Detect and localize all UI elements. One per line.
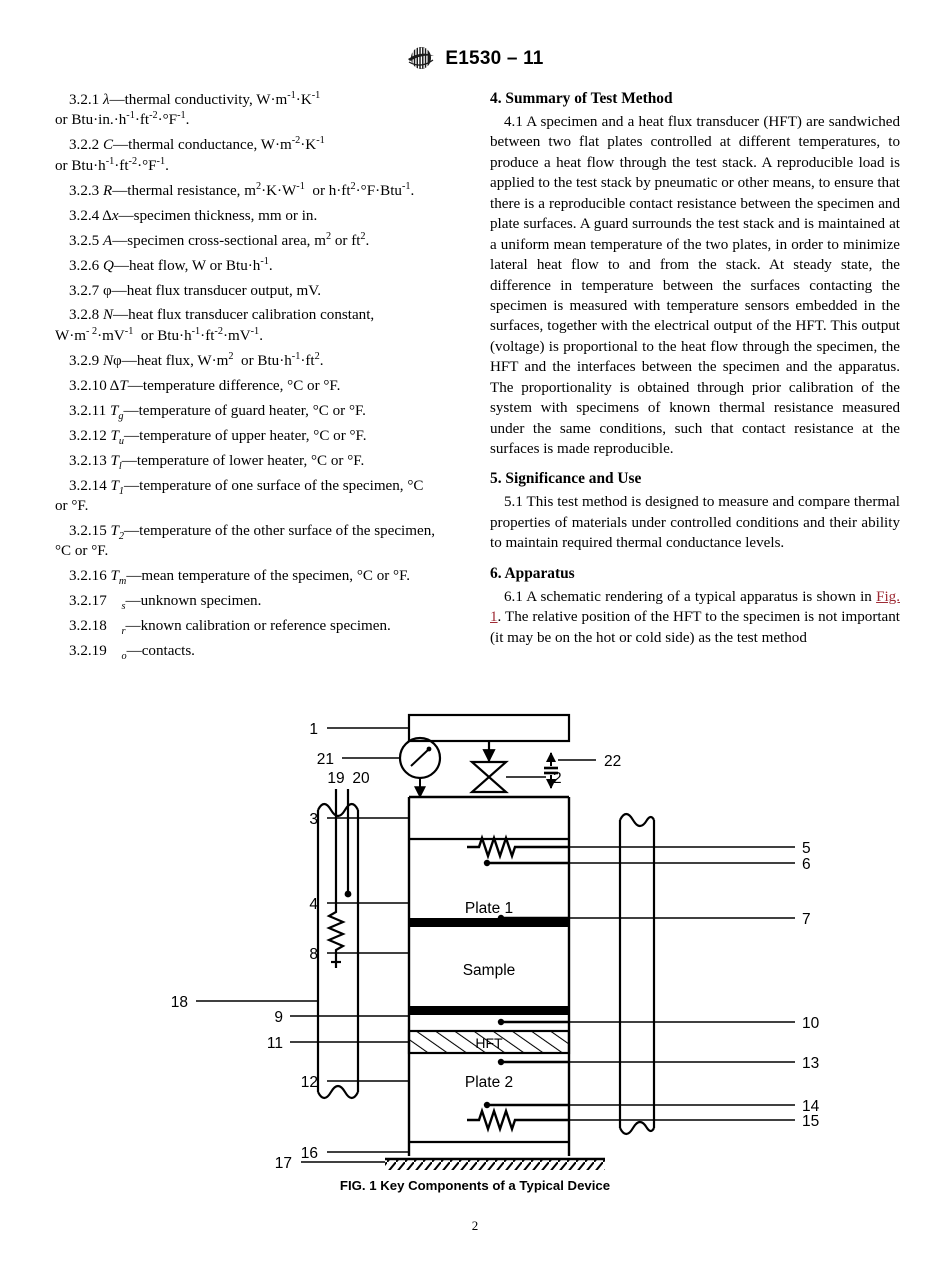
- label-8: 8: [309, 946, 318, 963]
- term-number: 3.2.4: [69, 207, 100, 224]
- term-3-2-7: 3.2.7 φ—heat flux transducer output, mV.: [69, 282, 321, 299]
- label-4: 4: [309, 896, 318, 913]
- section-4-paragraph: [490, 112, 900, 459]
- astm-logo-icon: [406, 44, 436, 74]
- term-3-2-10: 3.2.10 ΔT—temperature difference, °C or °F.: [69, 377, 341, 394]
- term-number: 3.2.2: [69, 137, 100, 154]
- apparatus-schematic-svg: [0, 700, 950, 1200]
- label-15: 15: [802, 1113, 820, 1130]
- term-number: 3.2.5: [69, 232, 100, 249]
- page-number: 2: [471, 1218, 479, 1233]
- lower-contact-9: [409, 1006, 569, 1015]
- plate1-tc-bead: [484, 860, 490, 866]
- term-number: 3.2.3: [69, 182, 100, 199]
- label-13: 13: [802, 1055, 820, 1072]
- term-number: 3.2.12: [69, 427, 107, 444]
- term-number: 3.2.19: [69, 643, 107, 660]
- section-6-heading: 6. Apparatus: [490, 564, 575, 582]
- term-number: 3.2.7: [69, 282, 100, 299]
- term-3-2-3: 3.2.3 R—thermal resistance, $m^2\cdot K\cdot W^{-1}$ or $h\cdot ft^2\cdot^\circ F\cdot Btu^{-1}$.: [69, 180, 415, 199]
- label-6: 6: [802, 856, 811, 873]
- term-number: 3.2.10: [69, 377, 107, 394]
- section-4-number: 4.1: [504, 114, 523, 130]
- label-3: 3: [309, 811, 318, 828]
- term-number: 3.2.15: [69, 522, 107, 539]
- label-5: 5: [802, 840, 811, 857]
- term-number: 3.2.17: [69, 593, 107, 610]
- label-17: 17: [274, 1155, 292, 1172]
- upper-contact-7: [409, 918, 569, 927]
- section-6-body-after: . The relative position of the HFT to the specimen is not important (it may be on the hot or cold side) as the test method: [490, 609, 900, 646]
- valve-2: [472, 762, 506, 792]
- term-number: 3.2.9: [69, 352, 100, 369]
- label-22: 22: [604, 753, 622, 770]
- term-number: 3.2.8: [69, 307, 100, 324]
- label-11: 11: [266, 1035, 283, 1052]
- term-3-2-13: 3.2.13 $T_l—temperature$ of lower heater, °C or °F.: [69, 452, 365, 472]
- gauge-needle: [411, 749, 429, 766]
- section-5-body: This test method is designed to measure and compare thermal properties of materials under controlled conditions and their ability to maintain required thermal conductance levels.: [490, 494, 900, 552]
- section-5-heading: 5. Significance and Use: [490, 470, 642, 488]
- guard-column-right-break-bottom: [620, 1122, 654, 1134]
- term-3-2-8: 3.2.8 N—heat flux transducer calibration constant, $W\cdot m^{- 2}\cdot mV^{-1}$ or $Btu\cdot h^{-1}\cdot ft^{-2}\cdot mV^{-1}$.: [55, 307, 375, 344]
- load-cylinder-1: [409, 715, 569, 741]
- term-number: 3.2.14: [69, 477, 107, 494]
- term-3-2-16: 3.2.16 $T_m—mean$ temperature of the specimen, °C or °F.: [69, 568, 411, 588]
- plate1-heater-coil-5: [467, 838, 569, 856]
- term-number: 3.2.6: [69, 257, 100, 274]
- label-18: 18: [170, 994, 188, 1011]
- term-number: 3.2.16: [69, 568, 107, 585]
- plate2-heater-coil-15: [467, 1111, 569, 1129]
- label-16: 16: [300, 1145, 318, 1162]
- label-2: 2: [553, 770, 562, 787]
- sample-text: Sample: [462, 962, 516, 979]
- section-4-body: A specimen and a heat flux transducer (HFT) are sandwiched between two flat plates controlled at different temperatures, to produce a heat flow through the test stack. A reproducible load is applied to the test stack by pneumatic or other means, to ensure that there is a reproducible contact resistance between the specimen and plate surfaces. A guard surrounds the test stack and is maintained at a uniform mean temperature of the two plates, in order to minimize lateral heat flow to and from the stack. At steady state, the difference in temperature between the surfaces contacting the specimen is measured with temperature sensors embedded in the surfaces, together with the electrical output of the HFT. This output (voltage) is proportional to the heat flow through the specimen, the HFT and the interfaces between the specimen and the apparatus. The proportionality is obtained through prior calibration of the system with specimens of known thermal resistance measured under the same conditions, such that contact resistance at the surfaces is made reproducible.: [490, 114, 900, 457]
- term-number: 3.2.1: [69, 92, 100, 108]
- section-5-number: 5.1: [504, 494, 523, 511]
- term-3-2-14: 3.2.14 $T_1—temperature$ of one surface of the specimen, °C or °F.: [55, 477, 424, 514]
- plate-1-text: Plate 1: [464, 900, 514, 917]
- hft-bottom-bead: [498, 1059, 504, 1065]
- label-10: 10: [802, 1015, 820, 1032]
- figure-caption: FIG. 1 Key Components of a Typical Device: [339, 1178, 611, 1193]
- label-20: 20: [352, 770, 370, 787]
- page-title: E1530 – 11: [445, 48, 544, 69]
- plate2-tc-bead: [484, 1102, 490, 1108]
- label-1: 1: [309, 721, 318, 738]
- term-3-2-1: 3.2.1 λ—thermal conductivity, $W\cdot m^{-1}\cdot K^{-1}$ or $Btu\cdot in.\cdot h^{-1}\cdot ft^{-2}\cdot^\circ F^{-1}$.: [55, 89, 321, 129]
- gauge-needle-tip: [427, 747, 432, 752]
- term-3-2-5: 3.2.5 A—specimen cross-sectional area, $m^2$ or $ft^2$.: [69, 230, 370, 249]
- left-column: [55, 90, 465, 666]
- hft-text: HFT: [475, 1035, 503, 1051]
- guard-column-right-break-top: [620, 814, 654, 826]
- label-12: 12: [300, 1074, 318, 1091]
- section-6-body-before: A schematic rendering of a typical apparatus is shown in: [526, 588, 877, 605]
- term-number: 3.2.18: [69, 618, 107, 635]
- section-6-number: 6.1: [504, 588, 523, 605]
- guard-column-right: [620, 820, 654, 1128]
- term-3-2-11: 3.2.11 $T_g—temperature$ of guard heater, °C or °F.: [69, 402, 366, 422]
- ground-hatch-17: [385, 1159, 605, 1170]
- term-number: 3.2.11: [69, 402, 107, 419]
- term-3-2-17: 3.2.17 $_s$—unknown specimen.: [69, 593, 262, 613]
- label-14: 14: [802, 1098, 820, 1115]
- term-3-2-15: 3.2.15 $T_2—temperature$ of the other surface of the specimen, °C or °F.: [55, 522, 436, 560]
- hft-top-bead: [498, 1019, 504, 1025]
- section-5-paragraph: [490, 492, 900, 553]
- label-21: 21: [316, 751, 334, 768]
- term-number: 3.2.13: [69, 452, 107, 469]
- section-4-heading: 4. Summary of Test Method: [490, 90, 673, 107]
- guard-tc-bead: [345, 891, 352, 898]
- guard-column-left-18: [318, 810, 358, 1098]
- term-3-2-2: 3.2.2 C—thermal conductance, $W\cdot m^{-2}\cdot K^{-1}$ or $Btu\cdot h^{-1}\cdot ft^{-2}\cdot^\circ F^{-1}$.: [55, 135, 325, 174]
- term-3-2-9: 3.2.9 Nφ—heat flux, $W\cdot m^2$ or $Btu\cdot h^{-1}\cdot ft^2$.: [69, 350, 324, 369]
- label-19: 19: [327, 770, 345, 787]
- right-column: [490, 90, 900, 666]
- plate-2-text: Plate 2: [464, 1074, 514, 1091]
- term-3-2-12: 3.2.12 $T_u—temperature$ of upper heater, °C or °F.: [69, 427, 367, 447]
- term-3-2-18: 3.2.18 $_r$—known calibration or reference specimen.: [69, 618, 391, 638]
- term-3-2-4: 3.2.4 Δx—specimen thickness, mm or in.: [69, 207, 318, 224]
- figure-1-link[interactable]: Fig. 1: [490, 588, 900, 626]
- label-9: 9: [274, 1009, 283, 1026]
- label-7: 7: [802, 911, 811, 928]
- guard-column-left-break-top: [318, 804, 358, 816]
- figure-1-diagram: [0, 700, 950, 1200]
- term-3-2-19: 3.2.19 $_o$—contacts.: [69, 643, 195, 663]
- term-3-2-6: 3.2.6 Q—heat flow, W or $Btu\cdot h^{-1}$.: [69, 255, 273, 274]
- page-header: [0, 44, 950, 74]
- body-columns: [55, 90, 900, 666]
- section-6-paragraph: [490, 587, 900, 648]
